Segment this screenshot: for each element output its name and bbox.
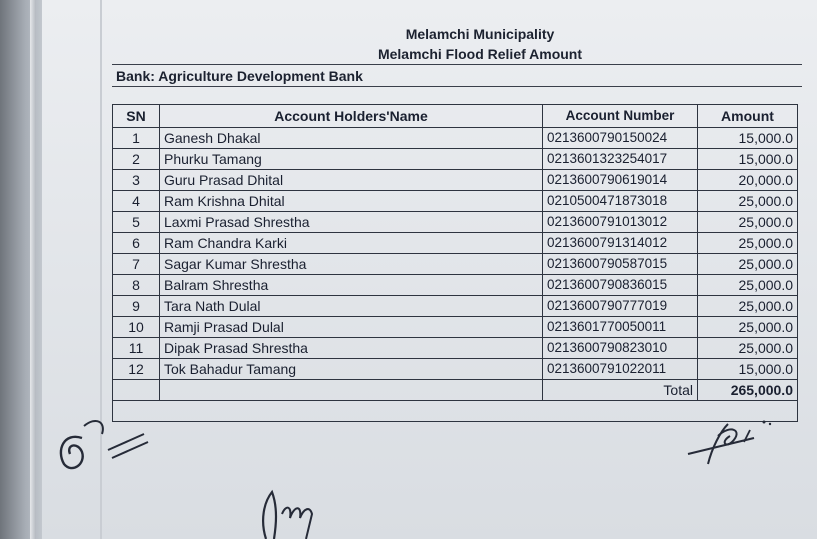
- row-account: 0213600791314012: [543, 233, 698, 254]
- row-name: Phurku Tamang: [160, 149, 543, 170]
- table-row: [113, 275, 798, 296]
- row-sn: 9: [113, 296, 160, 317]
- row-name: Laxmi Prasad Shrestha: [160, 212, 543, 233]
- row-name: Sagar Kumar Shrestha: [160, 254, 543, 275]
- table-row: [113, 191, 798, 212]
- row-account: 0213600790777019: [543, 296, 698, 317]
- row-name: Ganesh Dhakal: [160, 128, 543, 149]
- table-row: [113, 296, 798, 317]
- row-amount: 15,000.0: [698, 359, 798, 380]
- table-header-row: [113, 105, 798, 128]
- header-name: Account Holders'Name: [160, 105, 543, 128]
- row-sn: 6: [113, 233, 160, 254]
- row-name: Balram Shrestha: [160, 275, 543, 296]
- row-sn: 8: [113, 275, 160, 296]
- table-row: [113, 317, 798, 338]
- header-sn: SN: [113, 105, 160, 128]
- table-row: [113, 359, 798, 380]
- header-account: Account Number: [543, 105, 698, 128]
- table-row: [113, 128, 798, 149]
- signature-bottom: [256, 484, 326, 539]
- row-name: Dipak Prasad Shrestha: [160, 338, 543, 359]
- book-binding: [0, 0, 46, 539]
- table-row: [113, 338, 798, 359]
- bank-line: Bank: Agriculture Development Bank: [116, 68, 363, 84]
- row-sn: 4: [113, 191, 160, 212]
- total-blank-sn: [113, 380, 160, 401]
- document-title: Melamchi Municipality: [405, 26, 555, 42]
- table-row: [113, 233, 798, 254]
- row-account: 0213601770050011: [543, 317, 698, 338]
- document-subtitle: Melamchi Flood Relief Amount: [377, 46, 583, 62]
- row-name: Ram Chandra Karki: [160, 233, 543, 254]
- row-account: 0213600790836015: [543, 275, 698, 296]
- total-label: Total: [543, 380, 698, 401]
- header-rule: [112, 64, 802, 65]
- row-amount: 25,000.0: [698, 296, 798, 317]
- total-row: [113, 380, 798, 401]
- total-blank-name: [160, 380, 543, 401]
- table-row: [113, 212, 798, 233]
- row-amount: 15,000.0: [698, 149, 798, 170]
- row-sn: 7: [113, 254, 160, 275]
- row-name: Ramji Prasad Dulal: [160, 317, 543, 338]
- row-sn: 5: [113, 212, 160, 233]
- total-value: 265,000.0: [698, 380, 798, 401]
- row-name: Guru Prasad Dhital: [160, 170, 543, 191]
- row-amount: 25,000.0: [698, 317, 798, 338]
- row-sn: 1: [113, 128, 160, 149]
- row-name: Ram Krishna Dhital: [160, 191, 543, 212]
- row-amount: 25,000.0: [698, 254, 798, 275]
- row-amount: 15,000.0: [698, 128, 798, 149]
- row-account: 0213601323254017: [543, 149, 698, 170]
- row-amount: 25,000.0: [698, 275, 798, 296]
- row-account: 0213600791013012: [543, 212, 698, 233]
- row-sn: 2: [113, 149, 160, 170]
- row-amount: 20,000.0: [698, 170, 798, 191]
- table-row: [113, 149, 798, 170]
- bank-rule: [112, 86, 802, 87]
- row-account: 0210500471873018: [543, 191, 698, 212]
- row-account: 0213600790619014: [543, 170, 698, 191]
- row-amount: 25,000.0: [698, 191, 798, 212]
- table-row: [113, 254, 798, 275]
- binding-edge: [30, 0, 36, 539]
- row-account: 0213600790823010: [543, 338, 698, 359]
- row-amount: 25,000.0: [698, 212, 798, 233]
- header-amount: Amount: [698, 105, 798, 128]
- row-name: Tara Nath Dulal: [160, 296, 543, 317]
- row-sn: 11: [113, 338, 160, 359]
- row-sn: 10: [113, 317, 160, 338]
- row-sn: 12: [113, 359, 160, 380]
- row-account: 0213600790587015: [543, 254, 698, 275]
- signature-left: [52, 408, 162, 478]
- signature-right: [684, 418, 774, 470]
- relief-table: [112, 104, 798, 422]
- table-row: [113, 170, 798, 191]
- row-name: Tok Bahadur Tamang: [160, 359, 543, 380]
- row-sn: 3: [113, 170, 160, 191]
- row-account: 0213600791022011: [543, 359, 698, 380]
- row-amount: 25,000.0: [698, 338, 798, 359]
- row-account: 0213600790150024: [543, 128, 698, 149]
- row-amount: 25,000.0: [698, 233, 798, 254]
